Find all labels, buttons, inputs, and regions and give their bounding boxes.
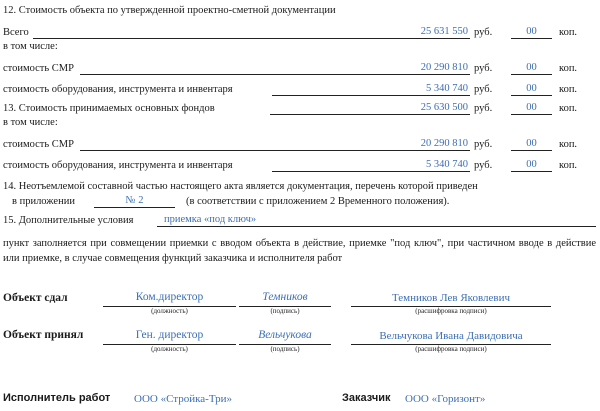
item13-smr-line — [80, 150, 470, 151]
kop-unit: коп. — [559, 103, 578, 114]
contractor-value: ООО «Стройка-Три» — [134, 393, 233, 405]
kop-unit: коп. — [559, 139, 578, 150]
item13-total-rub: 25 630 500 — [420, 102, 468, 113]
item13-equip-kop-line — [511, 171, 552, 172]
kop-unit: коп. — [559, 27, 578, 38]
item13-equip-kop: 00 — [526, 159, 537, 170]
handed-position: Ком.директор — [135, 291, 204, 303]
item13-equip-rub: 5 340 740 — [426, 159, 468, 170]
accepted-position: Ген. директор — [135, 329, 204, 341]
customer-label: Заказчик — [342, 392, 391, 404]
item13-smr-kop: 00 — [526, 138, 537, 149]
rub-unit: руб. — [474, 139, 493, 150]
handed-name: Темников Лев Яковлевич — [391, 292, 510, 304]
item14-attachment-no: № 2 — [125, 195, 144, 206]
caption-position: (должность) — [151, 307, 188, 315]
rub-unit: руб. — [474, 103, 493, 114]
caption-signature: (подпись) — [270, 307, 300, 315]
caption-decoding: (расшифровка подписи) — [415, 345, 487, 353]
item13-title: 13. Стоимость принимаемых основных фондов — [3, 103, 215, 114]
accepted-signature: Вельчукова — [258, 329, 312, 341]
item12-equip-kop-line — [511, 95, 552, 96]
item15-value: приемка «под ключ» — [164, 214, 257, 225]
item13-smr-label: стоимость СМР — [3, 139, 74, 150]
item13-smr-rub: 20 290 810 — [420, 138, 468, 149]
caption-signature: (подпись) — [270, 345, 300, 353]
item15-label: 15. Дополнительные условия — [3, 215, 134, 226]
kop-unit: коп. — [559, 63, 578, 74]
item15-note: пункт заполняется при совмещении приемки с вводом объекта в действие, приемке "под ключ", при частичном вводе в действие или приемке, в случае совмещения функций заказчика и исполнителя работ — [3, 238, 596, 264]
accepted-name: Вельчукова Ивана Давидовича — [379, 330, 523, 342]
item12-incl-label: в том числе: — [3, 41, 58, 52]
item12-total-kop: 00 — [526, 26, 537, 37]
customer-value: ООО «Горизонт» — [405, 393, 486, 405]
rub-unit: руб. — [474, 27, 493, 38]
item13-total-line — [270, 114, 470, 115]
item12-equip-rub: 5 340 740 — [426, 83, 468, 94]
item12-smr-label: стоимость СМР — [3, 63, 74, 74]
item12-total-label: Всего — [3, 27, 29, 38]
rub-unit: руб. — [474, 84, 493, 95]
item14-suffix: (в соответствии с приложением 2 Временного положения). — [186, 196, 450, 207]
item14-line1: 14. Неотъемлемой составной частью настоящего акта является документация, перечень которой приведен — [3, 181, 478, 192]
item12-equip-label: стоимость оборудования, инструмента и инвентаря — [3, 84, 233, 95]
item13-smr-kop-line — [511, 150, 552, 151]
item13-equip-label: стоимость оборудования, инструмента и инвентаря — [3, 160, 233, 171]
rub-unit: руб. — [474, 160, 493, 171]
item12-equip-line — [272, 95, 470, 96]
item13-incl-label: в том числе: — [3, 117, 58, 128]
caption-position: (должность) — [151, 345, 188, 353]
item12-total-kop-line — [511, 38, 552, 39]
item12-total-rub: 25 631 550 — [420, 26, 468, 37]
item13-total-kop: 00 — [526, 102, 537, 113]
item12-smr-rub: 20 290 810 — [420, 62, 468, 73]
kop-unit: коп. — [559, 160, 578, 171]
item13-equip-line — [272, 171, 470, 172]
item15-line — [157, 226, 596, 227]
item12-total-line — [33, 38, 470, 39]
caption-decoding: (расшифровка подписи) — [415, 307, 487, 315]
item14-prefix: в приложении — [12, 196, 75, 207]
handed-signature: Темников — [262, 291, 308, 303]
item12-smr-line — [80, 74, 470, 75]
handed-over-label: Объект сдал — [3, 292, 68, 304]
item14-attachment-line — [94, 207, 175, 208]
item12-smr-kop-line — [511, 74, 552, 75]
item12-smr-kop: 00 — [526, 62, 537, 73]
item13-total-kop-line — [511, 114, 552, 115]
accepted-label: Объект принял — [3, 329, 84, 341]
kop-unit: коп. — [559, 84, 578, 95]
rub-unit: руб. — [474, 63, 493, 74]
item12-equip-kop: 00 — [526, 83, 537, 94]
item12-title: 12. Стоимость объекта по утвержденной проектно-сметной документации — [3, 5, 336, 16]
contractor-label: Исполнитель работ — [3, 392, 111, 404]
